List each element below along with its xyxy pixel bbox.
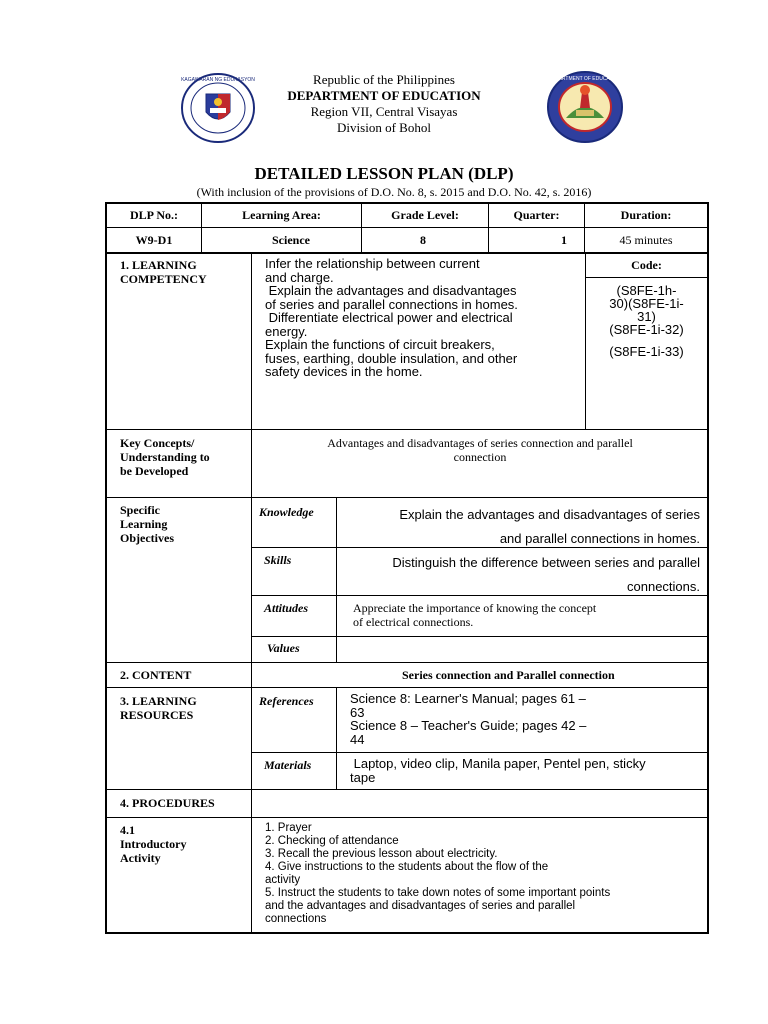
header-region: Region VII, Central Visayas: [310, 104, 458, 119]
procedures-label: 4. PROCEDURES: [120, 796, 215, 810]
attitudes-text: Appreciate the importance of knowing the concept of electrical connections.: [353, 601, 597, 629]
competency-text: Infer the relationship between current and charge. Explain the advantages and disadvantages of series and parallel connections in homes. Differentiate electrical power and electrical energy. Explain the functions of circuit breakers, fuses, earthing, double insulation, and other safety devices in the home.: [265, 256, 518, 379]
references-text: Science 8: Learner's Manual; pages 61 – 63 Science 8 – Teacher's Guide; pages 42 – 44: [350, 691, 587, 747]
svg-text:DEPARTMENT OF EDUCATION: DEPARTMENT OF EDUCATION: [548, 76, 622, 82]
content-text: Series connection and Parallel connection: [402, 668, 615, 682]
header-republic: Republic of the Philippines: [313, 72, 455, 87]
objectives-label: Specific Learning Objectives: [120, 503, 174, 545]
quarter-label: Quarter:: [513, 208, 560, 222]
duration-value: 45 minutes: [619, 233, 673, 247]
skills-text: Distinguish the difference between series and parallel connections.: [392, 555, 700, 594]
dlp-no-label: DLP No.:: [130, 208, 178, 222]
key-concepts-label: Key Concepts/ Understanding to be Developed: [120, 436, 210, 478]
duration-label: Duration:: [620, 208, 672, 222]
skills-label: Skills: [264, 553, 292, 567]
knowledge-text: Explain the advantages and disadvantages of series and parallel connections in homes.: [399, 507, 700, 546]
values-label: Values: [267, 641, 300, 655]
materials-label: Materials: [264, 758, 312, 772]
quarter-value: 1: [561, 233, 567, 247]
grade-level-label: Grade Level:: [391, 208, 459, 222]
key-concepts-text: Advantages and disadvantages of series connection and parallel connection: [327, 436, 633, 464]
references-label: References: [259, 694, 314, 708]
page-title: DETAILED LESSON PLAN (DLP): [254, 164, 514, 183]
introductory-activity-text: 1. Prayer 2. Checking of attendance 3. Recall the previous lesson about electricity. 4. Give instructions to the students about the flow of the activity 5. Instruct the students to take down notes of some important points and the advantages and disadvantages of series and parallel connections: [265, 822, 611, 925]
code-label: Code:: [631, 258, 662, 272]
header-division: Division of Bohol: [337, 120, 431, 135]
dlp-no-value: W9-D1: [135, 233, 173, 247]
learning-area-value: Science: [272, 233, 310, 247]
resources-label: 3. LEARNING RESOURCES: [120, 694, 197, 722]
learning-area-label: Learning Area:: [242, 208, 321, 222]
svg-text:KAGAWARAN NG EDUKASYON: KAGAWARAN NG EDUKASYON: [181, 77, 255, 83]
knowledge-label: Knowledge: [259, 505, 314, 519]
introductory-activity-label: 4.1 Introductory Activity: [120, 823, 187, 865]
grade-level-value: 8: [420, 233, 426, 247]
header-department: DEPARTMENT OF EDUCATION: [287, 88, 481, 103]
page-subtitle: (With inclusion of the provisions of D.O. No. 8, s. 2015 and D.O. No. 42, s. 2016): [196, 185, 592, 199]
content-label: 2. CONTENT: [120, 668, 192, 682]
competency-label: 1. LEARNING COMPETENCY: [120, 258, 207, 286]
materials-text: Laptop, video clip, Manila paper, Pentel pen, sticky tape: [350, 756, 646, 785]
attitudes-label: Attitudes: [264, 601, 309, 615]
competency-codes: (S8FE-1h- 30)(S8FE-1i- 31) (S8FE-1i-32) (S8FE-1i-33): [609, 283, 684, 359]
